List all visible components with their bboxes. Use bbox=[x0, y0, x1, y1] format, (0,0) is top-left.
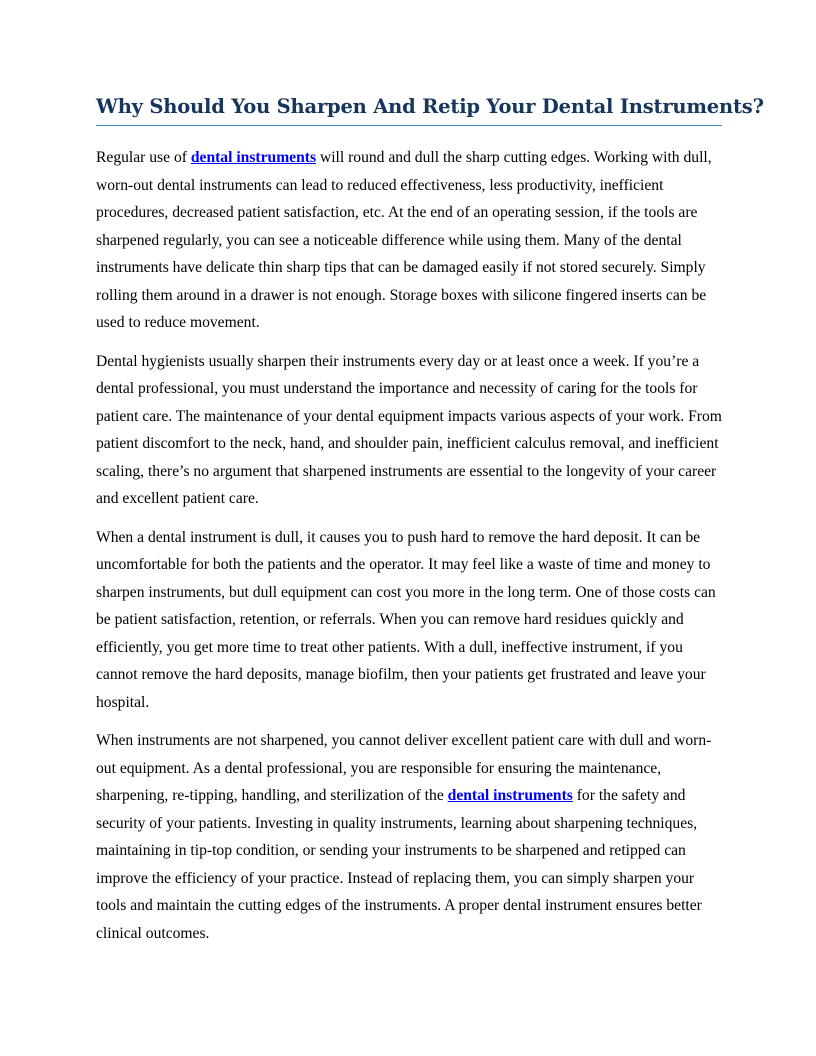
paragraph-3: When a dental instrument is dull, it causes you to push hard to remove the hard deposit. It can be uncomfortable for both the patients and the operator. It may feel like a waste of time and money to sharpen instruments, but dull equipment can cost you more in the long term. One of those costs can be patient satisfaction, retention, or referrals. When you can remove hard residues quickly and efficiently, you get more time to treat other patients. With a dull, ineffective instrument, if you cannot remove the hard deposits, manage biofilm, then your patients get frustrated and leave your hospital. bbox=[96, 528, 716, 711]
dental-instruments-link[interactable]: dental instruments bbox=[447, 787, 573, 804]
page-title: Why Should You Sharpen And Retip Your Dental Instruments? bbox=[96, 95, 764, 118]
paragraph-4 bbox=[96, 727, 722, 947]
paragraph-4-text-before: When instruments are not sharpened, you cannot deliver excellent patient care with dull and worn-out equipment. As a dental professional, you are responsible for ensuring the maintenance, sharpening, re-tipping, handling, and sterilization of the bbox=[96, 732, 712, 804]
paragraph-1-text-before: Regular use of bbox=[96, 149, 191, 166]
dental-instruments-link[interactable]: dental instruments bbox=[190, 149, 317, 166]
paragraph-2: Dental hygienists usually sharpen their instruments every day or at least once a week. If you’re a dental professional, you must understand the importance and necessity of caring for the tools for patient care. The maintenance of your dental equipment impacts various aspects of your work. From patient discomfort to the neck, hand, and shoulder pain, inefficient calculus removal, and inefficient scaling, there’s no argument that sharpened instruments are essential to the longevity of your career and excellent patient care. bbox=[96, 352, 722, 507]
title-block bbox=[96, 93, 764, 126]
paragraph-1-text-after: will round and dull the sharp cutting edges. Working with dull, worn-out dental instruments can lead to reduced effectiveness, less productivity, inefficient procedures, decreased patient satisfaction, etc. At the end of an operating session, if the tools are sharpened regularly, you can see a noticeable difference while using them. Many of the dental instruments have delicate thin sharp tips that can be damaged easily if not stored securely. Simply rolling them around in a drawer is not enough. Storage boxes with silicone fingered inserts can be used to reduce movement. bbox=[96, 149, 712, 331]
paragraph-4-text-after: for the safety and security of your patients. Investing in quality instruments, learning about sharpening techniques, maintaining in tip-top condition, or sending your instruments to be sharpened and retipped can improve the efficiency of your practice. Instead of replacing them, you can simply sharpen your tools and maintain the cutting edges of the instruments. A proper dental instrument ensures better clinical outcomes. bbox=[96, 787, 702, 942]
paragraph-1 bbox=[96, 144, 722, 337]
document-body bbox=[96, 144, 722, 958]
